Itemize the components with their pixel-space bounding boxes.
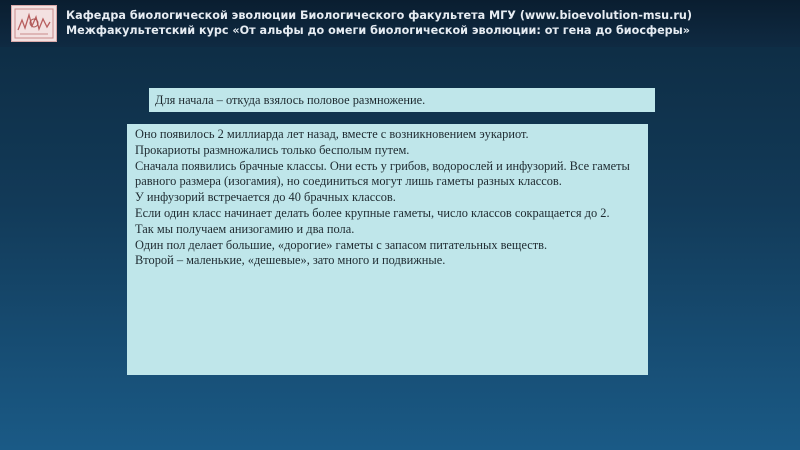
paragraph: Второй – маленькие, «дешевые», зато много и подвижные. xyxy=(135,253,446,268)
header-title-department: Кафедра биологической эволюции Биологического факультета МГУ (www.bioevolution-msu.ru) xyxy=(66,9,692,22)
paragraph: Один пол делает большие, «дорогие» гаметы с запасом питательных веществ. xyxy=(135,237,548,252)
slide-content xyxy=(127,124,648,375)
slide-header xyxy=(0,0,800,47)
department-logo-icon xyxy=(11,5,57,42)
slide-subtitle: Для начала – откуда взялось половое размножение. xyxy=(149,88,655,112)
paragraph: Если один класс начинает делать более крупные гаметы, число классов сокращается до 2. xyxy=(135,205,610,220)
paragraph: У инфузорий встречается до 40 брачных классов. xyxy=(135,190,396,205)
paragraph: Так мы получаем анизогамию и два пола. xyxy=(135,221,355,236)
header-title-course: Межфакультетский курс «От альфы до омеги биологической эволюции: от гена до биосферы» xyxy=(66,24,691,37)
paragraph: Прокариоты размножались только бесполым путем. xyxy=(135,142,410,157)
paragraph: Сначала появились брачные классы. Они есть у грибов, водорослей и инфузорий. Все гаметы равного размера (изогамия), но соединиться могут лишь гаметы разных классов. xyxy=(135,158,630,189)
paragraph: Оно появилось 2 миллиарда лет назад, вместе с возникновением эукариот. xyxy=(135,127,529,141)
